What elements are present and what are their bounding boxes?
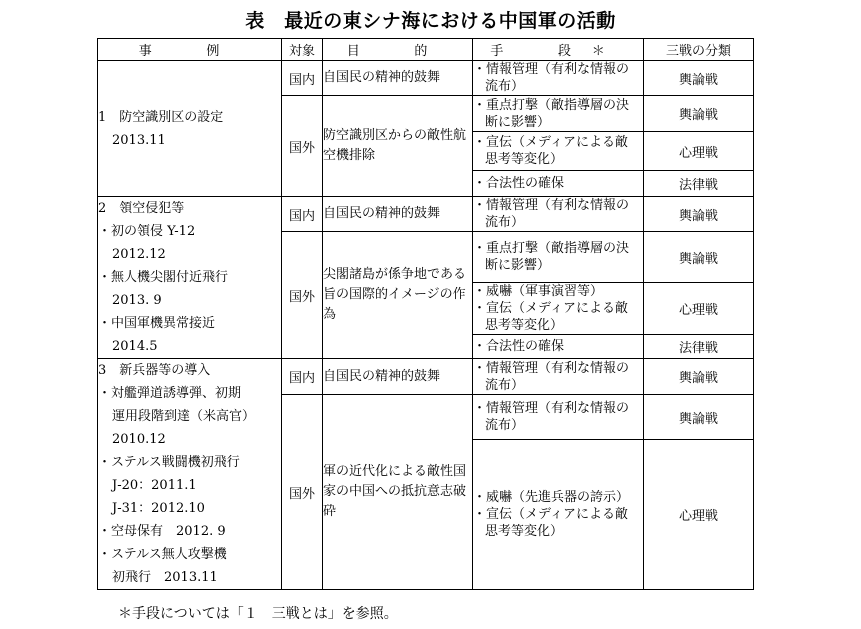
case-cell <box>98 197 282 359</box>
case-line: ・ステルス戦闘機初飛行 <box>98 455 240 470</box>
category-cell: 輿論戦 <box>644 197 754 232</box>
target-cell: 国内 <box>282 359 323 395</box>
case-line: 2010.12 <box>112 432 166 447</box>
case-line: J-20：2011.1 <box>112 478 197 493</box>
means-cell <box>473 359 644 395</box>
header-means: 手 段＊ <box>473 39 644 61</box>
purpose-cell: 自国民の精神的鼓舞 <box>323 61 473 96</box>
means-cell <box>473 197 644 232</box>
purpose-cell: 自国民の精神的鼓舞 <box>323 359 473 395</box>
case-line: ・空母保有 2012. 9 <box>98 524 226 539</box>
means-cell <box>473 335 644 359</box>
means-line: 断に影響） <box>485 258 551 273</box>
purpose-cell: 自国民の精神的鼓舞 <box>323 197 473 232</box>
means-line: ・威嚇（軍事演習等） <box>473 284 604 299</box>
target-cell: 国外 <box>282 232 323 359</box>
means-line: ・合法性の確保 <box>473 339 565 354</box>
means-line: 思考等変化） <box>485 524 564 539</box>
means-line: ・宣伝（メディアによる敵 <box>473 135 628 150</box>
means-cell <box>473 132 644 171</box>
category-cell: 輿論戦 <box>644 359 754 395</box>
category-cell: 輿論戦 <box>644 232 754 283</box>
header-case: 事 例 <box>98 39 282 61</box>
means-line: ・情報管理（有利な情報の <box>473 401 630 416</box>
means-cell <box>473 61 644 96</box>
means-line: ・重点打撃（敵指導層の決 <box>473 241 630 256</box>
means-line: 思考等変化） <box>485 318 564 333</box>
category-cell: 輿論戦 <box>644 395 754 440</box>
case-line: 2012.12 <box>112 247 166 262</box>
category-cell: 輿論戦 <box>644 96 754 132</box>
table-row <box>98 359 754 395</box>
means-line: ・情報管理（有利な情報の <box>473 360 630 376</box>
activity-table <box>97 38 754 590</box>
case-line: 運用段階到達（米高官） <box>112 409 256 424</box>
table-row <box>98 197 754 232</box>
means-line: ・情報管理（有利な情報の <box>473 62 630 77</box>
case-cell <box>98 359 282 590</box>
means-line: 流布） <box>485 215 525 230</box>
means-line: ・宣伝（メディアによる敵 <box>473 301 628 316</box>
category-cell: 心理戦 <box>644 440 754 590</box>
category-cell: 心理戦 <box>644 283 754 335</box>
case-line: 2014.5 <box>112 339 158 354</box>
means-cell <box>473 395 644 440</box>
means-line: ・合法性の確保 <box>473 176 565 191</box>
purpose-cell: 防空識別区からの敵性航空機排除 <box>323 96 473 197</box>
table-row <box>98 61 754 96</box>
means-cell <box>473 171 644 197</box>
category-cell: 輿論戦 <box>644 61 754 96</box>
means-line: ・重点打撃（敵指導層の決 <box>473 97 630 113</box>
case-line: 初飛行 2013.11 <box>112 570 218 585</box>
target-cell: 国外 <box>282 96 323 197</box>
case-line: J-31：2012.10 <box>112 501 205 516</box>
footnote: ＊手段については「１ 三戦とは」を参照。 <box>118 606 398 622</box>
means-line: 断に影響） <box>485 114 551 130</box>
case-line: 3 新兵器等の導入 <box>98 363 211 378</box>
case-line: ・中国軍機異常接近 <box>98 316 216 331</box>
case-cell <box>98 61 282 197</box>
target-cell: 国外 <box>282 395 323 590</box>
purpose-cell: 軍の近代化による敵性国家の中国への抵抗意志破砕 <box>323 395 473 590</box>
means-line: ・情報管理（有利な情報の <box>473 198 630 213</box>
header-category: 三戦の分類 <box>644 39 754 61</box>
case-line: 2013.11 <box>112 132 166 148</box>
case-line: 2 領空侵犯等 <box>98 201 185 216</box>
case-line: ・無人機尖閣付近飛行 <box>98 270 229 285</box>
table-title: 表 最近の東シナ海における中国軍の活動 <box>245 10 616 32</box>
header-row <box>98 39 754 61</box>
means-cell <box>473 96 644 132</box>
header-target: 対象 <box>282 39 323 61</box>
purpose-cell: 尖閣諸島が係争地である旨の国際的イメージの作為 <box>323 232 473 359</box>
category-cell: 法律戦 <box>644 171 754 197</box>
case-line: ・対艦弾道誘導弾、初期 <box>98 386 242 401</box>
case-line: 1 防空識別区の設定 <box>98 109 224 125</box>
header-purpose: 目 的 <box>323 39 473 61</box>
means-line: 流布） <box>485 79 525 94</box>
target-cell: 国内 <box>282 197 323 232</box>
means-cell <box>473 232 644 283</box>
means-line: ・宣伝（メディアによる敵 <box>473 507 628 522</box>
means-line: 流布） <box>485 377 525 393</box>
case-line: 2013. 9 <box>112 293 162 308</box>
means-line: 流布） <box>485 418 525 433</box>
means-line: ・威嚇（先進兵器の誇示） <box>473 490 630 505</box>
means-line: 思考等変化） <box>485 152 564 167</box>
means-cell <box>473 440 644 590</box>
category-cell: 法律戦 <box>644 335 754 359</box>
case-line: ・初の領侵 Y-12 <box>98 224 196 239</box>
target-cell: 国内 <box>282 61 323 96</box>
means-cell <box>473 283 644 335</box>
case-line: ・ステルス無人攻撃機 <box>98 547 227 562</box>
category-cell: 心理戦 <box>644 132 754 171</box>
